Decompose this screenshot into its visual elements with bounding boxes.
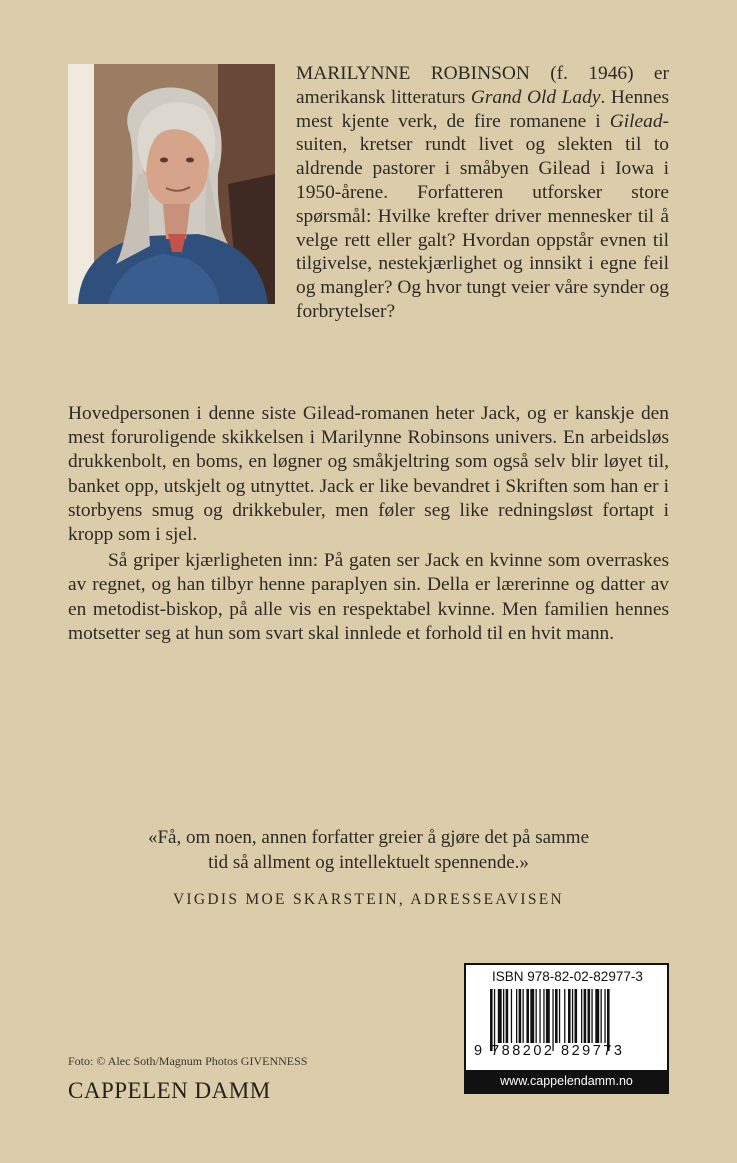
barcode-bar	[536, 989, 537, 1043]
book-summary	[68, 402, 669, 646]
barcode-bar	[530, 989, 534, 1043]
photo-text-wrap	[68, 62, 296, 304]
barcode-bar	[523, 989, 524, 1043]
publisher-logo: CAPPELEN DAMM	[68, 1078, 271, 1103]
author-bio	[68, 62, 669, 324]
barcode-bar	[568, 989, 571, 1043]
barcode-bar	[539, 989, 540, 1043]
barcode-bar	[595, 989, 599, 1043]
barcode-bar	[490, 989, 493, 1051]
barcode-bar	[572, 989, 573, 1043]
barcode-bar	[516, 989, 517, 1043]
barcode-bar	[519, 989, 522, 1043]
barcode-bar	[552, 989, 553, 1051]
barcode-bar	[494, 989, 495, 1051]
barcode-bar	[506, 989, 509, 1043]
photo-credit: Foto: © Alec Soth/Magnum Photos GIVENNESS	[68, 1054, 308, 1068]
barcode-bar	[503, 989, 504, 1043]
summary-paragraph-2: Så griper kjærligheten inn: På gaten ser Jack en kvinne som overraskes av regnet, og han tilbyr henne paraplyen sin. Della er lærerinne og datter av en metodist-biskop, på alle vis en respektabel kvinne. Men familien hennes motsetter seg at hun som svart skal innlede et forhold til en hvit mann.	[68, 550, 669, 644]
barcode-bar	[526, 989, 529, 1043]
quote-line-1: «Få, om noen, annen forfatter greier å gjøre det på samme	[147, 827, 590, 848]
barcode-bar	[584, 989, 587, 1043]
summary-paragraph-1: Hovedpersonen i denne siste Gilead-romanen heter Jack, og er kanskje den mest foruroligende skikkelsen i Marilynne Robinsons univers. En arbeidsløs drukkenbolt, en boms, en løgner og småkjeltring som også selv blir løyet til, banket opp, utskjelt og utnyttet. Jack er like bevandret i Skriften som han er i storbyens smug og drikkebuler, men føler seg like redningsløst fortapt i kropp som i sjel.	[68, 403, 669, 546]
barcode-bar	[564, 989, 565, 1043]
isbn-barcode	[464, 963, 669, 1094]
quote-line-2: tid så allment og intellektuelt spennende.»	[208, 852, 529, 873]
author-name: MARILYNNE ROBINSON	[296, 63, 530, 84]
barcode-bar	[555, 989, 558, 1043]
barcode-digits: 9 788202 829773	[474, 1043, 625, 1059]
barcode-bar	[546, 989, 550, 1043]
barcode-bar	[498, 989, 502, 1043]
grand-old-lady: Grand Old Lady	[470, 86, 601, 108]
barcode-bar	[581, 989, 582, 1043]
gilead-title: Gilead	[609, 110, 663, 132]
publisher-url: www.cappelendamm.no	[466, 1070, 667, 1092]
bio-text-3: -suiten, kretser rundt livet og slekten til to aldrende pastorer i småbyen Gilead i Iowa i 1950-årene. Forfatteren utforsker store spørsmål: Hvilke krefter driver mennesker til å velge rett eller galt? Hvordan oppstår evnen til tilgivelse, nestekjærlighet og innsikt i egne feil og mangler? Og hvor tungt veier våre synder og forbrytelser?	[296, 110, 669, 322]
barcode-bar	[591, 989, 592, 1043]
barcode-bar	[575, 989, 578, 1043]
barcode-bar	[604, 989, 605, 1043]
barcode-bar	[511, 989, 512, 1043]
barcode-bar	[601, 989, 602, 1043]
isbn-label: ISBN 978-82-02-82977-3	[492, 969, 643, 984]
barcode-bar	[607, 989, 610, 1051]
barcode-bars	[490, 989, 650, 1051]
barcode-bar	[559, 989, 560, 1043]
barcode-bar	[543, 989, 544, 1043]
bio-text-2: . Hennes mest kjente verk, de fire romanene i	[296, 86, 669, 132]
barcode-bar	[588, 989, 591, 1043]
review-quote	[68, 825, 669, 875]
quote-source: VIGDIS MOE SKARSTEIN, ADRESSEAVISEN	[172, 891, 565, 908]
bio-text-1: (f. 1946) er amerikansk litteraturs	[296, 63, 669, 108]
